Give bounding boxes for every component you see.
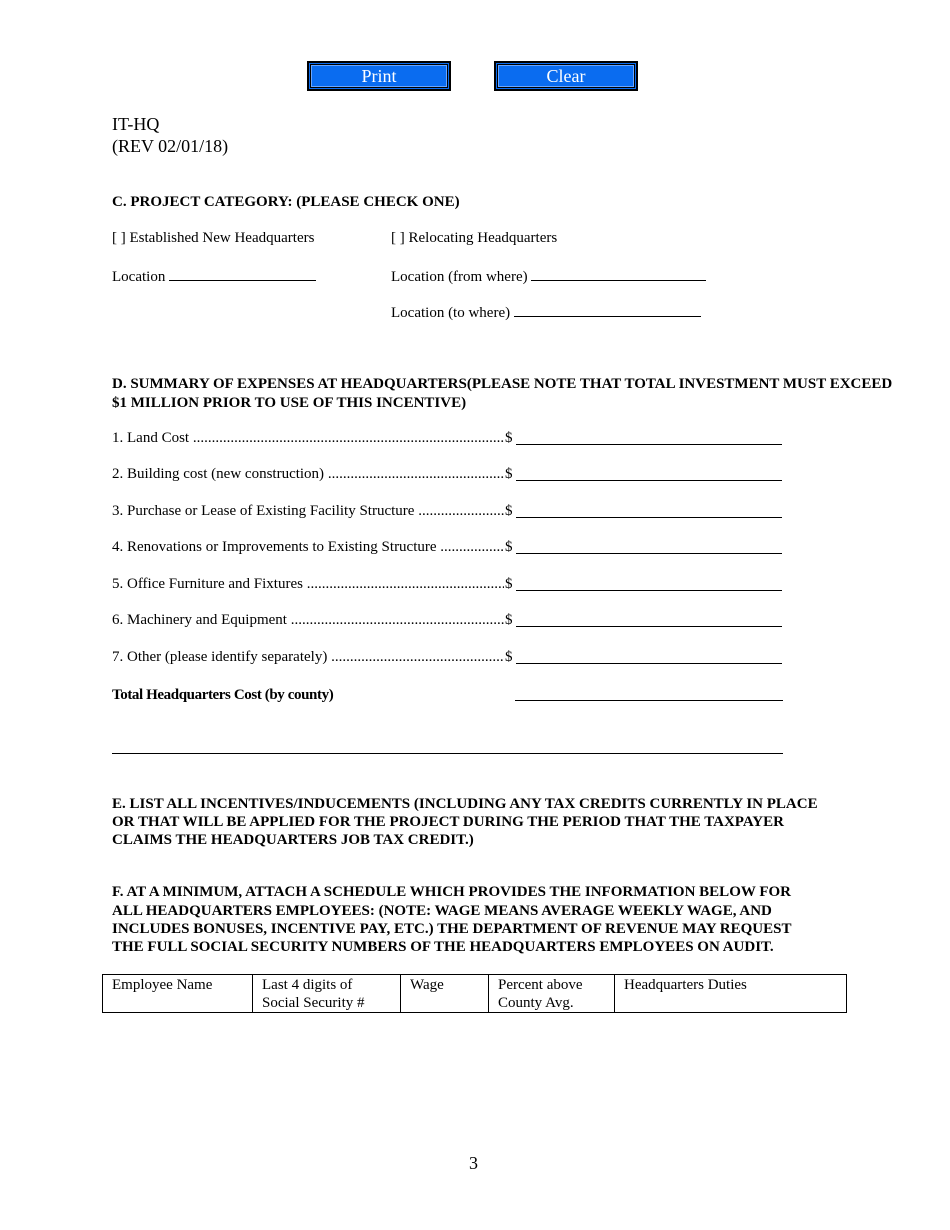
column-header-employee-name: Employee Name	[103, 975, 253, 1013]
location-to-row	[391, 302, 701, 322]
expense-row	[112, 649, 784, 669]
expense-row	[112, 430, 784, 450]
dollar-sign: $	[505, 466, 513, 482]
page-number: 3	[469, 1153, 478, 1173]
section-f-line4: THE FULL SOCIAL SECURITY NUMBERS OF THE HEADQUARTERS EMPLOYEES ON AUDIT.	[112, 939, 774, 955]
section-f-line3: INCLUDES BONUSES, INCENTIVE PAY, ETC.) THE DEPARTMENT OF REVENUE MAY REQUEST	[112, 921, 792, 937]
section-f-line1: F. AT A MINIMUM, ATTACH A SCHEDULE WHICH PROVIDES THE INFORMATION BELOW FOR	[112, 884, 791, 900]
expense-row	[112, 539, 784, 559]
section-d-heading-line2: $1 MILLION PRIOR TO USE OF THIS INCENTIVE)	[112, 395, 467, 411]
expense-row	[112, 466, 784, 486]
expense-label: 5. Office Furniture and Fixtures .....	[112, 576, 504, 593]
dollar-sign: $	[505, 539, 513, 555]
section-c-heading: C. PROJECT CATEGORY: (PLEASE CHECK ONE)	[112, 194, 460, 210]
section-e-line1: E. LIST ALL INCENTIVES/INDUCEMENTS (INCLUDING ANY TAX CREDITS CURRENTLY IN PLACE	[112, 796, 818, 812]
expense-label: 2. Building cost (new construction) .....	[112, 466, 504, 483]
location-label: Location	[112, 269, 166, 285]
option-relocating-headquarters[interactable]	[391, 230, 557, 247]
expense-label: 6. Machinery and Equipment .....	[112, 612, 504, 629]
employee-table	[102, 974, 847, 1013]
section-e-line2: OR THAT WILL BE APPLIED FOR THE PROJECT DURING THE PERIOD THAT THE TAXPAYER	[112, 814, 784, 830]
dollar-sign: $	[505, 649, 513, 665]
clear-button[interactable]: Clear	[495, 62, 637, 90]
section-e-line3: CLAIMS THE HEADQUARTERS JOB TAX CREDIT.)	[112, 832, 474, 848]
location-from-field[interactable]	[531, 266, 706, 281]
form-id: IT-HQ	[112, 114, 160, 134]
expense-amount-field[interactable]	[516, 590, 782, 591]
option-new-headquarters[interactable]	[112, 230, 314, 247]
location-from-label: Location (from where)	[391, 269, 528, 285]
section-f-line2: ALL HEADQUARTERS EMPLOYEES: (NOTE: WAGE MEANS AVERAGE WEEKLY WAGE, AND	[112, 903, 772, 919]
location-from-row	[391, 266, 706, 286]
expense-row	[112, 576, 784, 596]
section-d-heading-line1: D. SUMMARY OF EXPENSES AT HEADQUARTERS(PLEASE NOTE THAT TOTAL INVESTMENT MUST EXCEED	[112, 376, 893, 392]
expense-row	[112, 503, 784, 523]
expense-amount-field[interactable]	[516, 626, 782, 627]
column-header-wage: Wage	[401, 975, 489, 1013]
print-button[interactable]: Print	[308, 62, 450, 90]
form-revision: (REV 02/01/18)	[112, 136, 229, 156]
expense-label: 1. Land Cost .....	[112, 430, 504, 447]
expense-label: 3. Purchase or Lease of Existing Facility Structure .....	[112, 503, 504, 520]
location-to-field[interactable]	[514, 302, 701, 317]
location-field[interactable]	[169, 266, 316, 281]
dollar-sign: $	[505, 430, 513, 446]
checkbox-new[interactable]: [ ]	[112, 230, 126, 246]
expense-amount-field[interactable]	[516, 444, 782, 445]
expense-amount-field[interactable]	[516, 480, 782, 481]
total-cost-label: Total Headquarters Cost (by county)	[112, 687, 334, 703]
column-header-ssn: Last 4 digits of Social Security #	[253, 975, 401, 1013]
expense-amount-field[interactable]	[516, 553, 782, 554]
total-cost-field[interactable]	[515, 700, 783, 701]
checkbox-relocating[interactable]: [ ]	[391, 230, 405, 246]
divider-line	[112, 753, 783, 754]
option-new-label: Established New Headquarters	[129, 230, 315, 246]
expense-amount-field[interactable]	[516, 517, 782, 518]
table-header-row	[103, 975, 847, 1013]
expense-label: 4. Renovations or Improvements to Existing Structure .....	[112, 539, 504, 556]
expense-amount-field[interactable]	[516, 663, 782, 664]
location-row	[112, 266, 316, 286]
expense-label: 7. Other (please identify separately) .....	[112, 649, 504, 666]
dollar-sign: $	[505, 503, 513, 519]
location-to-label: Location (to where)	[391, 305, 511, 321]
column-header-percent-above: Percent above County Avg.	[489, 975, 615, 1013]
dollar-sign: $	[505, 576, 513, 592]
dollar-sign: $	[505, 612, 513, 628]
expense-row	[112, 612, 784, 632]
column-header-duties: Headquarters Duties	[615, 975, 847, 1013]
option-relocating-label: Relocating Headquarters	[408, 230, 558, 246]
